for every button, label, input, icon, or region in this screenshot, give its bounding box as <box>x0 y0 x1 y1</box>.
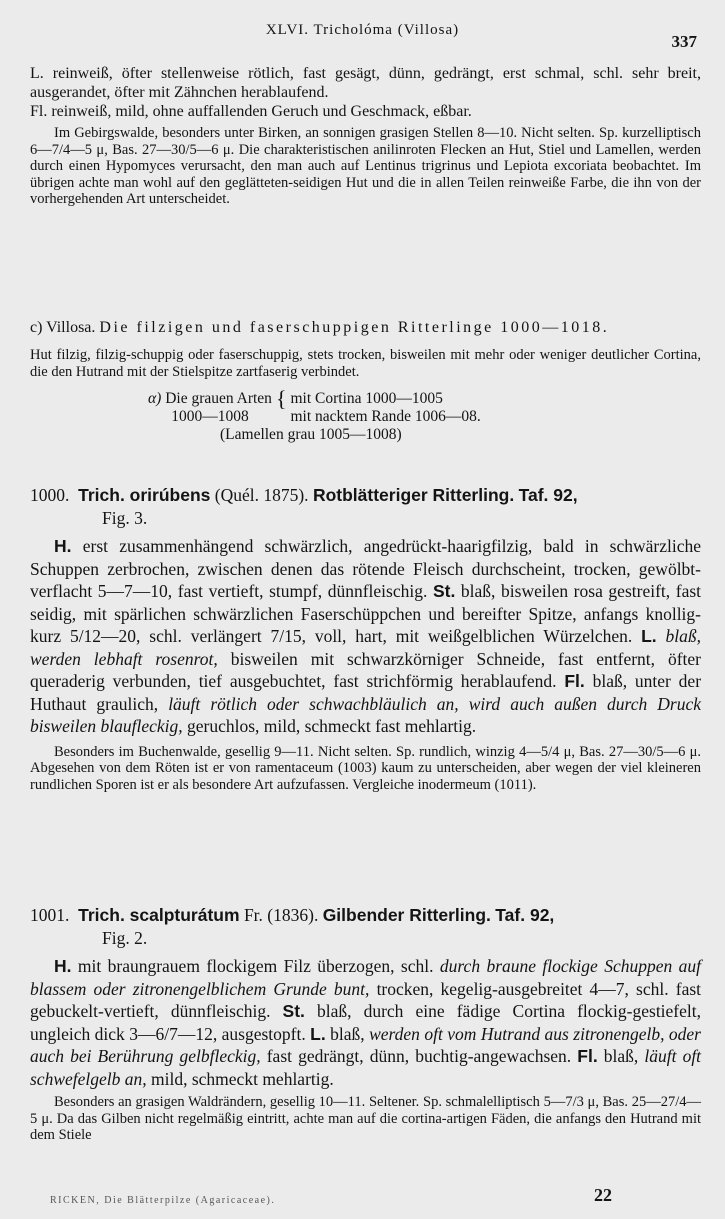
description-paragraph <box>30 955 701 1090</box>
common-name: Gilbender Ritterling. <box>322 905 491 925</box>
lamellae-italic: blaß, werden lebhaft rosenrot, <box>30 626 702 669</box>
stiel-text: blaß, bisweilen rosa gestreift, fast seidig, mit spärlichen schwärzlichen Faserschüppchen und bereifter Spitze, anfangs knollig-kurz 5/12—20, schl. verlängert 7/15, voll, hart, mit weißgelblichen Würzelchen. <box>30 581 702 646</box>
lamellae-text-end: fast gedrängt, dünn, buchtig-angewachsen. <box>266 1046 572 1066</box>
flesh-text-end: mild, schmeckt mehlartig. <box>151 1068 334 1089</box>
key-right-line1: mit Cortina 1000—1005 <box>290 390 443 407</box>
lamellae-italic: werden oft vom Hutrand aus zitronengelb, oder auch bei Berührung gelbfleckig, <box>30 1023 701 1066</box>
lamellae-paragraph: L. reinweiß, öfter stellenweise rötlich, fast gesägt, dünn, gedrängt, erst schmal, schl. sehr breit, ausgerandet, öfter mit Zähnchen herablaufend. <box>30 65 701 101</box>
flesh-text: blaß, unter der Huthaut graulich, <box>30 671 702 714</box>
figure-reference: Fig. 3. <box>102 507 148 528</box>
entry-number: 1001. <box>30 905 70 925</box>
section-description: Hut filzig, filzig-schuppig oder faserschuppig, stets trocken, bisweilen mit mehr oder weniger deutlicher Cortina, die den Hutrand mit der Stielspitze zartfaserig verbindet. <box>30 347 701 380</box>
stiel-text: blaß, durch eine fädige Cortina flockig-gestiefelt, ungleich dick 3—6/7—12, ausgestopft. <box>30 1001 702 1044</box>
page-number: 337 <box>671 32 697 51</box>
species-name: Trich. orirúbens <box>78 485 211 505</box>
section-villosa <box>30 318 701 444</box>
species-name: Trich. scalpturátum <box>78 905 240 925</box>
habitat-paragraph: Besonders im Buchenwalde, gesellig 9—11. Nicht selten. Sp. rundlich, winzig 4—5/4 μ, Bas. 27—30/5—6 μ. Abgesehen von dem Röten ist er von ramentaceum (1003) kaum zu unterscheiden, aber wegen der viel kleineren rundlichen Sporen ist er als besondere Art aufzufassen. Vergleiche inodermeum (1011). <box>30 743 701 793</box>
key-left <box>148 390 272 426</box>
previous-entry-continuation <box>30 64 701 208</box>
key-right-line2: mit nacktem Rande 1006—08. <box>290 408 481 425</box>
entry-number: 1000. <box>30 485 70 505</box>
identification-key <box>148 386 701 444</box>
flesh-italic: läuft oft schwefelgelb an, <box>30 1046 702 1089</box>
plate-reference: Taf. 92, <box>518 485 578 505</box>
running-title: XLVI. Tricholóma (Villosa) <box>265 22 460 38</box>
key-left-line1: Die grauen Arten <box>165 390 272 407</box>
flesh-label: Fl. <box>564 671 585 691</box>
plate-reference: Taf. 92, <box>495 905 555 925</box>
stiel-label: St. <box>282 1001 305 1021</box>
section-label: c) Villosa. <box>30 319 96 336</box>
entry-heading <box>30 484 701 529</box>
flesh-italic: läuft rötlich oder schwachbläulich an, wird auch außen durch Druck bisweilen blaufleckig, <box>30 693 702 736</box>
entry-1000 <box>30 484 701 793</box>
hut-label: H. <box>54 536 72 556</box>
entry-heading <box>30 904 701 949</box>
brace-glyph: { <box>275 386 287 411</box>
signature-mark: 22 <box>594 1185 612 1205</box>
stiel-label: St. <box>432 581 456 601</box>
common-name: Rotblätteriger Ritterling. <box>312 485 515 505</box>
key-right <box>291 390 481 426</box>
hut-text: erst zusammenhängend schwärzlich, angedrückt-haarigfilzig, bald in schwärzliche Schuppen zerbrochen, zwischen denen das rötende Fleisch durchscheint, trocken, gewölbt-verflacht 5—7—10, fast vertieft, stumpf, dünnfleischig. <box>30 536 702 601</box>
flesh-label: Fl. <box>577 1046 598 1066</box>
flesh-text-end: geruchlos, mild, schmeckt fast mehlartig. <box>186 716 477 736</box>
section-title: Die filzigen und faserschuppigen Ritterlinge 1000—1018. <box>99 319 610 336</box>
habitat-paragraph: Im Gebirgswalde, besonders unter Birken, an sonnigen grasigen Stellen 8—10. Nicht selten. Sp. kurzelliptisch 6—7/4—5 μ, Bas. 27—30/5—6 μ. Die charakteristischen anilinroten Flecken an Hut, Stiel und Lamellen, werden durch einen Hypomyces verursacht, den man auch auf Lentinus trigrinus und Lepiota excoriata beobachtet. Im übrigen achte man wohl auf den geglätteten-seidigen Hut und die in allen Teilen reinweiße Farbe, die ihn von der vorhergehenden Art unterscheidet. <box>30 125 701 207</box>
key-left-line2: 1000—1008 <box>171 408 249 425</box>
species-author: (Quél. 1875). <box>214 485 309 505</box>
key-letter: α) <box>148 390 162 407</box>
lamellae-label: L. <box>310 1023 326 1044</box>
hut-italic: durch braune flockige Schuppen auf blassem oder zitronengelblichem Grunde bunt, <box>30 956 701 999</box>
lamellae-text: bisweilen mit schwarzkörniger Schneide, fast entfernt, öfter queraderig verbunden, tief ausgebuchtet, fast strichförmig herablaufend. <box>30 648 702 691</box>
hut-label: H. <box>54 956 72 976</box>
flesh-text: blaß, <box>603 1046 639 1066</box>
lamellae-text: blaß, <box>330 1023 365 1044</box>
flesh-paragraph: Fl. reinweiß, mild, ohne auffallenden Geruch und Geschmack, eßbar. <box>30 103 472 120</box>
hut-text-end: trocken, kegelig-ausgebreitet 4—7, schl. fast gebuckelt-vertieft, dünnfleischig. <box>30 978 702 1021</box>
footer-imprint: RICKEN, Die Blätterpilze (Agaricaceae). <box>50 1195 276 1206</box>
hut-text: mit braungrauem flockigem Filz überzogen, schl. <box>77 956 434 976</box>
description-paragraph <box>30 535 701 738</box>
species-author: Fr. (1836). <box>243 905 319 925</box>
key-bottom: (Lamellen grau 1005—1008) <box>220 426 402 443</box>
entry-1001 <box>30 904 701 1144</box>
key-row <box>148 386 701 426</box>
figure-reference: Fig. 2. <box>102 927 148 948</box>
lamellae-label: L. <box>641 626 657 646</box>
section-heading <box>30 318 701 337</box>
habitat-paragraph: Besonders an grasigen Waldrändern, gesellig 10—11. Seltener. Sp. schmalelliptisch 5—7/3 μ, Bas. 25—27/4—5 μ. Da das Gilben nicht regelmäßig eintritt, achte man auf die cortina-artigen Fäden, die anfangs den Hutrand mit dem Stiele <box>30 1094 701 1143</box>
